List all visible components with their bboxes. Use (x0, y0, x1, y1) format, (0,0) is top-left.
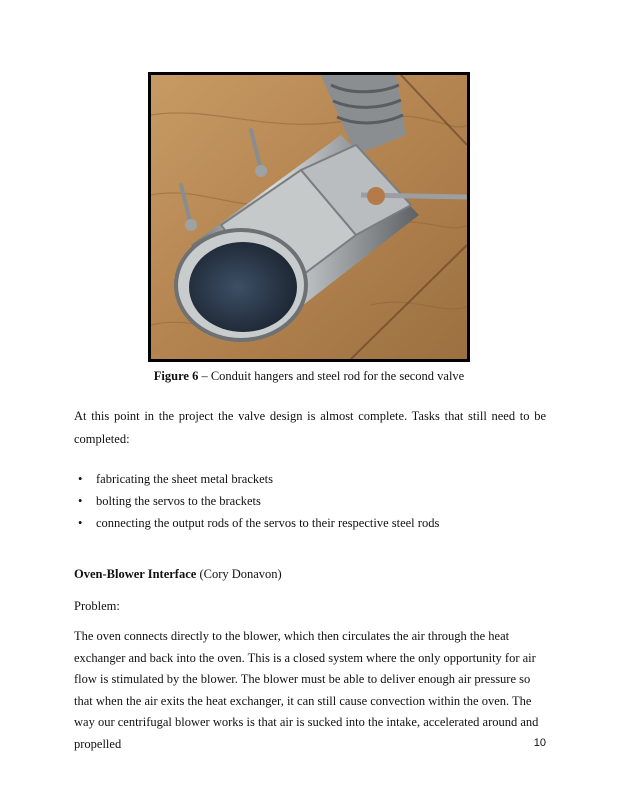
page-number: 10 (533, 737, 546, 749)
paragraph-oven-blower: The oven connects directly to the blower, which then circulates the air through the heat exchanger and back into the oven. This is a closed system where the only opportunity for air flow is stimulated by the blower. The blower must be able to deliver enough air pressure so that when the air exits the heat exchanger, it can still cause convection within the oven. The way our centrifugal blower works is that air is sucked into the intake, accelerated around and propelled (74, 629, 539, 751)
list-item-text: bolting the servos to the brackets (96, 494, 261, 508)
section-author: (Cory Donavon) (196, 567, 282, 581)
figure-caption (0, 368, 618, 384)
bullet-icon: • (78, 494, 83, 508)
task-list (74, 468, 439, 534)
problem-label: Problem: (74, 599, 120, 613)
list-item (74, 512, 439, 534)
bullet-icon: • (78, 516, 83, 530)
section-heading (74, 566, 282, 582)
pipe-photo-icon (151, 75, 467, 359)
section-title: Oven-Blower Interface (74, 567, 197, 581)
list-item-text: connecting the output rods of the servos to their respective steel rods (96, 516, 440, 530)
list-item-text: fabricating the sheet metal brackets (96, 472, 274, 486)
list-item (74, 490, 439, 512)
figure-photo (148, 72, 470, 362)
paragraph-valve-status: At this point in the project the valve design is almost complete. Tasks that still need to be completed: (74, 409, 546, 446)
figure-caption-text: – Conduit hangers and steel rod for the second valve (198, 369, 465, 383)
bullet-icon: • (78, 472, 83, 486)
list-item (74, 468, 439, 490)
figure-label: Figure 6 (153, 369, 199, 383)
